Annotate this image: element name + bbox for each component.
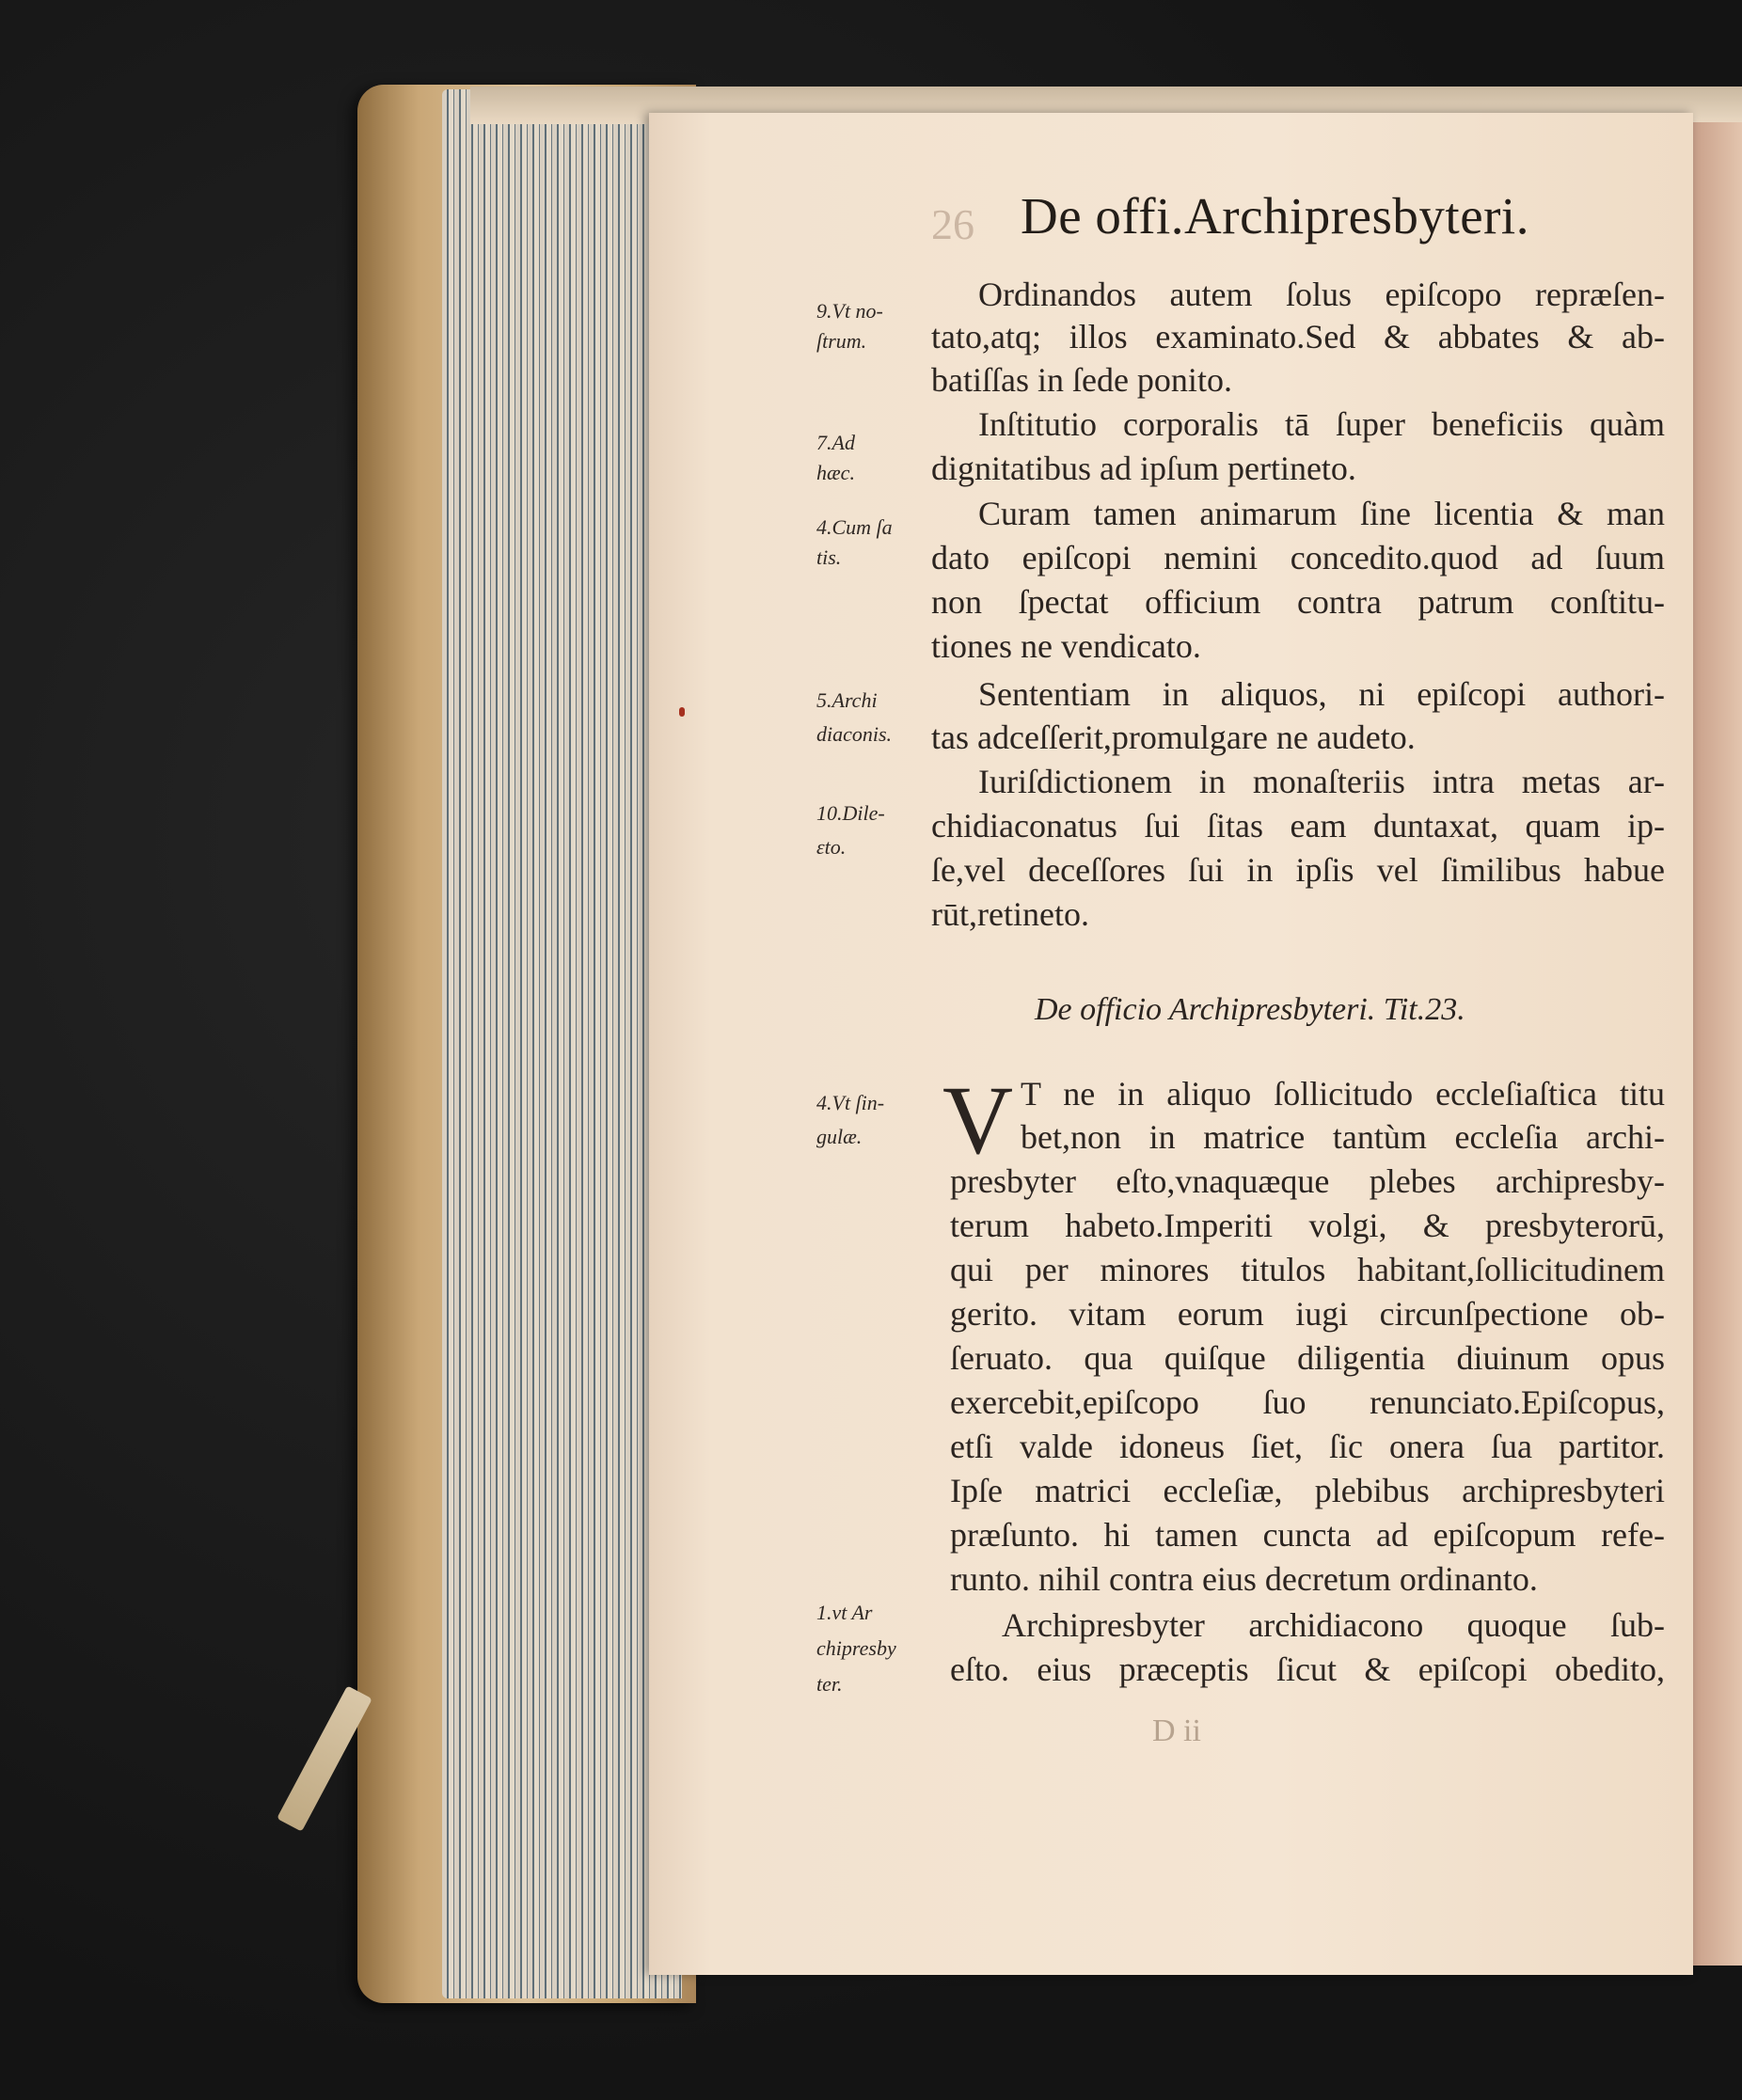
text-line: etſi valde idoneus ſiet, ſic onera ſua partitor. bbox=[950, 1428, 1665, 1465]
red-fleck bbox=[679, 707, 685, 717]
text-line: Ordinandos autem ſolus epiſcopo repræſen- bbox=[978, 276, 1665, 313]
margin-note: chipresby bbox=[816, 1636, 896, 1660]
text-line: chidiaconatus ſui ſitas eam duntaxat, quam ip- bbox=[931, 807, 1665, 845]
text-line: Ipſe matrici eccleſiæ, plebibus archipresbyteri bbox=[950, 1472, 1665, 1509]
text-line: exercebit,epiſcopo ſuo renunciato.Epiſcopus, bbox=[950, 1383, 1665, 1421]
text-line: gerito. vitam eorum iugi circunſpectione ob- bbox=[950, 1295, 1665, 1333]
text-line: præſunto. hi tamen cuncta ad epiſcopum refe- bbox=[950, 1516, 1665, 1554]
text-line: ſe,vel deceſſores ſui in ipſis vel ſimilibus habue bbox=[931, 851, 1665, 889]
page-edges bbox=[442, 89, 682, 1998]
margin-note: ter. bbox=[816, 1672, 843, 1696]
margin-note: diaconis. bbox=[816, 722, 893, 746]
text-line: eſto. eius præceptis ſicut & epiſcopi obedito, bbox=[950, 1650, 1665, 1688]
margin-note: 7.Ad bbox=[816, 431, 855, 454]
text-line: Inſtitutio corporalis tā ſuper beneficiis quàm bbox=[978, 405, 1665, 443]
margin-note: 4.Vt ſin- bbox=[816, 1091, 885, 1114]
text-line: terum habeto.Imperiti volgi, & presbyterorū, bbox=[950, 1207, 1665, 1244]
text-line: Archipresbyter archidiacono quoque ſub- bbox=[1002, 1606, 1665, 1644]
text-line: dignitatibus ad ipſum pertineto. bbox=[931, 450, 1356, 487]
signature-mark: D ii bbox=[1152, 1713, 1201, 1748]
text-line: non ſpectat officium contra patrum conſtitu- bbox=[931, 583, 1665, 621]
section-title: De officio Archipresbyteri. Tit.23. bbox=[1035, 992, 1465, 1027]
text-line: dato epiſcopi nemini concedito.quod ad ſuum bbox=[931, 539, 1665, 576]
margin-note: 5.Archi bbox=[816, 688, 878, 712]
text-line: ſeruato. qua quiſque diligentia diuinum opus bbox=[950, 1339, 1665, 1377]
text-line: presbyter eſto,vnaquæque plebes archipresby- bbox=[950, 1162, 1665, 1200]
text-line: tato,atq; illos examinato.Sed & abbates & ab- bbox=[931, 318, 1665, 355]
text-line: Iuriſdictionem in monaſteriis intra metas ar- bbox=[978, 763, 1665, 800]
running-head: De offi.Archipresbyteri. bbox=[1021, 187, 1529, 245]
text-line: tas adceſſerit,promulgare ne audeto. bbox=[931, 718, 1416, 756]
margin-note: 10.Dile- bbox=[816, 801, 885, 825]
margin-note: 1.vt Ar bbox=[816, 1601, 873, 1624]
text-line: bet,non in matrice tantùm eccleſia archi- bbox=[1021, 1118, 1665, 1156]
margin-note: gulæ. bbox=[816, 1125, 863, 1148]
text-line: runto. nihil contra eius decretum ordinanto. bbox=[950, 1560, 1538, 1598]
text-line: rūt,retineto. bbox=[931, 895, 1089, 933]
margin-note: ɛto. bbox=[816, 835, 847, 859]
show-through-folio: 26 bbox=[931, 200, 974, 248]
text-line: qui per minores titulos habitant,ſollicitudinem bbox=[950, 1251, 1665, 1288]
margin-note: 9.Vt no- bbox=[816, 299, 883, 323]
margin-note: 4.Cum ſa bbox=[816, 515, 893, 539]
margin-note: hæc. bbox=[816, 461, 855, 484]
text-line: Curam tamen animarum ſine licentia & man bbox=[978, 495, 1665, 532]
text-line: batiſſas in ſede ponito. bbox=[931, 361, 1232, 399]
margin-note: tis. bbox=[816, 545, 842, 569]
margin-note: ſtrum. bbox=[816, 329, 867, 353]
text-line: tiones ne vendicato. bbox=[931, 627, 1201, 665]
text-line: T ne in aliquo ſollicitudo eccleſiaſtica titu bbox=[1021, 1075, 1665, 1113]
facing-page-edge bbox=[1693, 122, 1742, 1966]
text-line: Sententiam in aliquos, ni epiſcopi authori- bbox=[978, 675, 1665, 713]
drop-capital: V bbox=[942, 1066, 1014, 1175]
